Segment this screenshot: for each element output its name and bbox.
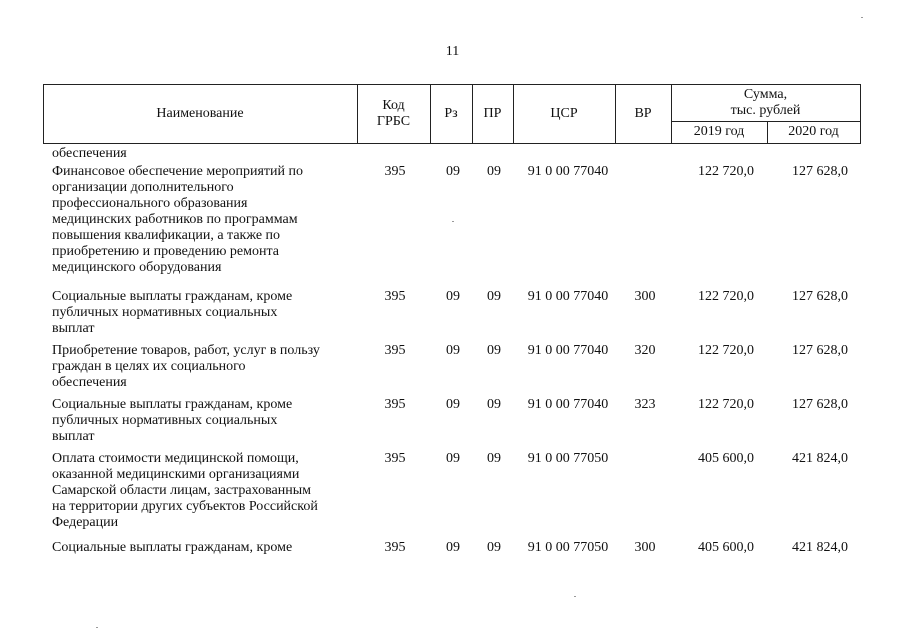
row-name-line: Социальные выплаты гражданам, кроме xyxy=(52,397,293,412)
row-pr: 09 xyxy=(487,397,501,412)
row-kod: 395 xyxy=(384,397,406,412)
row-name-line: повышения квалификации, а также по xyxy=(52,228,281,243)
row-sum-2019: 122 720,0 xyxy=(698,343,754,358)
row-name-line: медицинских работников по программам xyxy=(52,212,298,227)
row-vr: 320 xyxy=(634,343,656,358)
row-name-line: организации дополнительного xyxy=(52,180,234,195)
row-kod: 395 xyxy=(384,289,406,304)
row-sum-2020: 127 628,0 xyxy=(792,343,848,358)
row-name-line: обеспечения xyxy=(52,375,127,390)
row-name-line: оказанной медицинскими организациями xyxy=(52,467,300,482)
row-name-line: выплат xyxy=(52,321,95,336)
header-vr: ВР xyxy=(634,106,652,121)
row-sum-2020: 127 628,0 xyxy=(792,397,848,412)
header-year-2020: 2020 год xyxy=(788,124,839,139)
row-name-line: приобретению и проведению ремонта xyxy=(52,244,279,259)
row-name xyxy=(52,451,354,531)
row-name-line: Социальные выплаты гражданам, кроме xyxy=(52,289,293,304)
header-kod-line1: Код xyxy=(382,98,405,113)
row-name-line: медицинского оборудования xyxy=(52,260,222,275)
row-kod: 395 xyxy=(384,343,406,358)
header-year-2019: 2019 год xyxy=(693,124,745,139)
row-pr: 09 xyxy=(487,164,501,179)
row-sum-2019: 122 720,0 xyxy=(698,289,754,304)
row-rz: 09 xyxy=(446,164,460,179)
row-csr: 91 0 00 77050 xyxy=(527,540,609,555)
row-sum-2019: 405 600,0 xyxy=(698,451,754,466)
row-rz: 09 xyxy=(446,289,460,304)
row-pr: 09 xyxy=(487,289,501,304)
row-pr: 09 xyxy=(487,451,501,466)
row-kod: 395 xyxy=(384,451,406,466)
row-name-line: на территории других субъектов Российской xyxy=(52,499,318,514)
row-rz: 09 xyxy=(446,451,460,466)
header-kod-line2: ГРБС xyxy=(376,114,411,129)
row-sum-2020: 421 824,0 xyxy=(792,540,848,555)
row-csr: 91 0 00 77050 xyxy=(527,451,609,466)
row-name-line: граждан в целях их социального xyxy=(52,359,246,374)
row-csr: 91 0 00 77040 xyxy=(527,397,609,412)
row-name-line: Приобретение товаров, работ, услуг в пользу xyxy=(52,343,320,358)
row-kod: 395 xyxy=(384,540,406,555)
scan-speck xyxy=(861,17,863,18)
row-name-line: публичных нормативных социальных xyxy=(52,305,278,320)
header-csr: ЦСР xyxy=(550,106,578,121)
row-sum-2019: 405 600,0 xyxy=(698,540,754,555)
row-rz: 09 xyxy=(446,397,460,412)
header-name: Наименование xyxy=(156,106,244,121)
row-sum-2019: 122 720,0 xyxy=(698,164,754,179)
row-name-line: Социальные выплаты гражданам, кроме xyxy=(52,540,293,555)
row-vr: 323 xyxy=(634,397,656,412)
row-sum-2019: 122 720,0 xyxy=(698,397,754,412)
row-name xyxy=(52,343,354,391)
row-name xyxy=(52,540,354,556)
row-pr: 09 xyxy=(487,540,501,555)
row-vr: 300 xyxy=(634,289,656,304)
header-sum-line2: тыс. рублей xyxy=(730,103,801,118)
row-kod: 395 xyxy=(384,164,406,179)
header-rz: Рз xyxy=(444,106,458,121)
row-name xyxy=(52,289,354,337)
row-sum-2020: 127 628,0 xyxy=(792,164,848,179)
row-name-line: Самарской области лицам, застрахованным xyxy=(52,483,311,498)
scan-speck xyxy=(574,596,576,597)
header-sum-line1: Сумма, xyxy=(743,87,788,102)
row-name xyxy=(52,397,354,445)
header-pr: ПР xyxy=(483,106,502,121)
row-name-line: профессионального образования xyxy=(52,196,248,211)
row-name-line: выплат xyxy=(52,429,95,444)
row-sum-2020: 127 628,0 xyxy=(792,289,848,304)
row-name-line: Оплата стоимости медицинской помощи, xyxy=(52,451,299,466)
row-pr: 09 xyxy=(487,343,501,358)
row-name-line: обеспечения xyxy=(52,146,127,161)
row-csr: 91 0 00 77040 xyxy=(527,164,609,179)
row-name xyxy=(52,146,354,162)
row-name-line: Финансовое обеспечение мероприятий по xyxy=(52,164,303,179)
row-sum-2020: 421 824,0 xyxy=(792,451,848,466)
row-csr: 91 0 00 77040 xyxy=(527,343,609,358)
scan-speck xyxy=(452,221,454,222)
row-vr: 300 xyxy=(634,540,656,555)
page-number: 11 xyxy=(445,44,460,59)
row-rz: 09 xyxy=(446,343,460,358)
scan-speck xyxy=(96,627,98,628)
row-rz: 09 xyxy=(446,540,460,555)
row-name xyxy=(52,164,354,276)
row-name-line: Федерации xyxy=(52,515,119,530)
row-name-line: публичных нормативных социальных xyxy=(52,413,278,428)
row-csr: 91 0 00 77040 xyxy=(527,289,609,304)
